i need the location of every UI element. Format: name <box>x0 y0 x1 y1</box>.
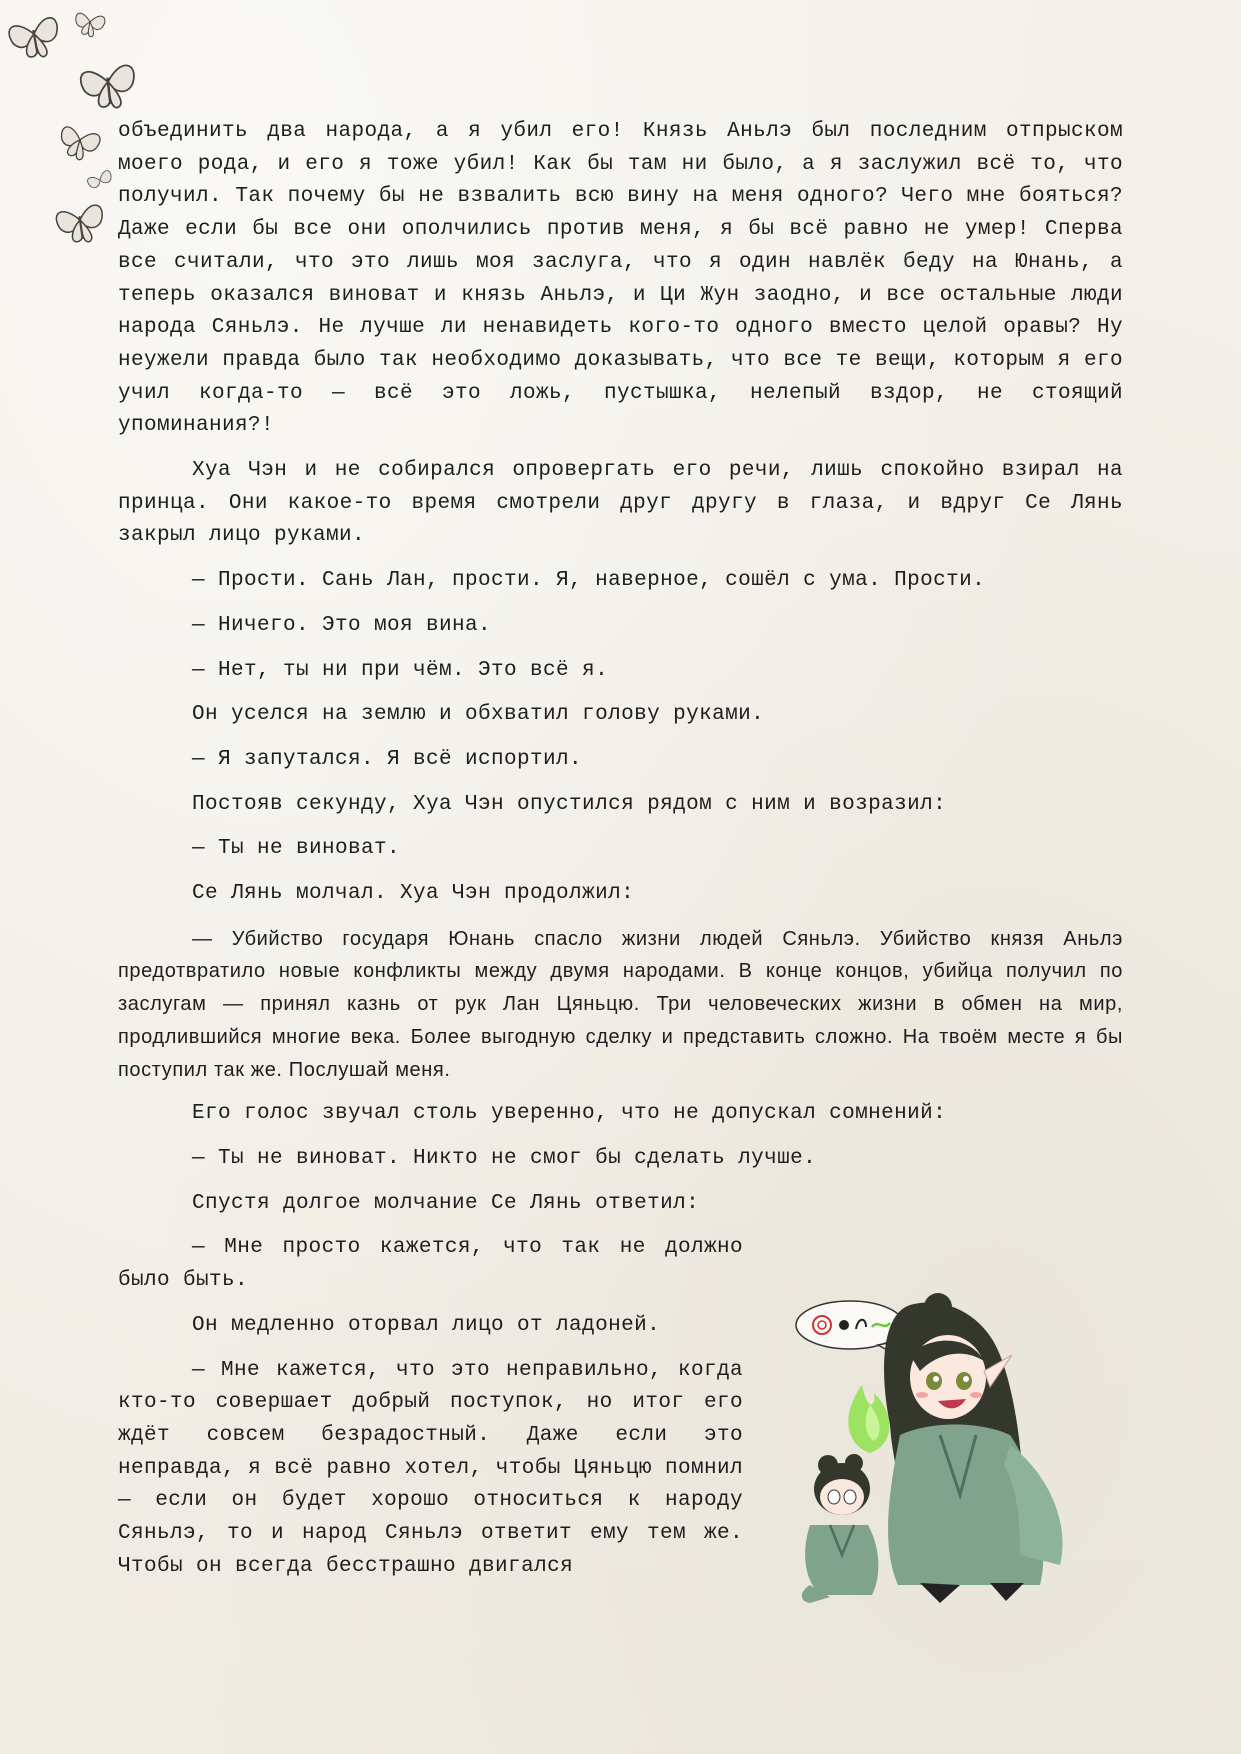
paragraph: объединить два народа, а я убил его! Князь Аньлэ был последним отпрыском моего рода, и его я тоже убил! Как бы там ни было, а я заслужил всё то, что получил. Так почему бы не взвалить всю вину на меня одного? Чего мне бояться? Даже если бы все они ополчились против меня, я бы всё равно не умер! Сперва все считали, что это лишь моя заслуга, что я один навлёк беду на Юнань, а теперь оказался виноват и князь Аньлэ, и Ци Жун заодно, и все остальные люди народа Сяньлэ. Не лучше ли ненавидеть кого-то одного вместо целой оравы? Ну неужели правда было так необходимо доказывать, что все те вещи, которым я его учил когда-то — всё это ложь, пустышка, нелепый вздор, не стоящий упоминания?! <box>118 120 1123 438</box>
paragraph: Спустя долгое молчание Се Лянь ответил: <box>192 1191 700 1215</box>
paragraph: — Я запутался. Я всё испортил. <box>192 747 583 771</box>
paragraph: Он уселся на землю и обхватил голову руками. <box>192 703 765 727</box>
paragraph: — Нет, ты ни при чём. Это всё я. <box>192 658 609 682</box>
paragraph: — Ты не виноват. <box>192 837 401 861</box>
paragraph: Его голос звучал столь уверенно, что не допускал сомнений: <box>192 1102 947 1126</box>
paragraph: — Ты не виноват. Никто не смог бы сделать лучше. <box>192 1146 817 1170</box>
paragraph: Хуа Чэн и не собирался опровергать его речи, лишь спокойно взирал на принца. Они какое-то время смотрели друг другу в глаза, и вдруг Се Лянь закрыл лицо руками. <box>118 459 1123 548</box>
paragraph: Се Лянь молчал. Хуа Чэн продолжил: <box>192 882 635 906</box>
paragraph: — Мне кажется, что это неправильно, когда кто-то совершает добрый поступок, но итог его ждёт совсем безрадостный. Даже если это неправда, я всё равно хотел, чтобы Цяньцю помнил — если он будет хорошо относиться к народу Сяньлэ, то и народ Сяньлэ ответит ему тем же. Чтобы он всегда бесстрашно двигался <box>118 1358 743 1578</box>
paragraph: — Прости. Сань Лан, прости. Я, наверное, сошёл с ума. Прости. <box>192 569 986 593</box>
paragraph: — Убийство государя Юнань спасло жизни людей Сяньлэ. Убийство князя Аньлэ предотвратило новые конфликты между двумя народами. В конце концов, убийца получил по заслугам — принял казнь от рук Лан Цяньцю. Три человеческих жизни в обмен на мир, продлившийся многие века. Более выгодную сделку и представить сложно. На твоём месте я бы поступил так же. Послушай меня. <box>118 927 1123 1081</box>
paragraph: Постояв секунду, Хуа Чэн опустился рядом с ним и возразил: <box>192 792 947 816</box>
paragraph: Он медленно оторвал лицо от ладоней. <box>192 1313 661 1337</box>
paragraph: — Мне просто кажется, что так не должно было быть. <box>118 1236 743 1293</box>
chibi-characters-illustration <box>770 1285 1150 1625</box>
paragraph: — Ничего. Это моя вина. <box>192 613 492 637</box>
